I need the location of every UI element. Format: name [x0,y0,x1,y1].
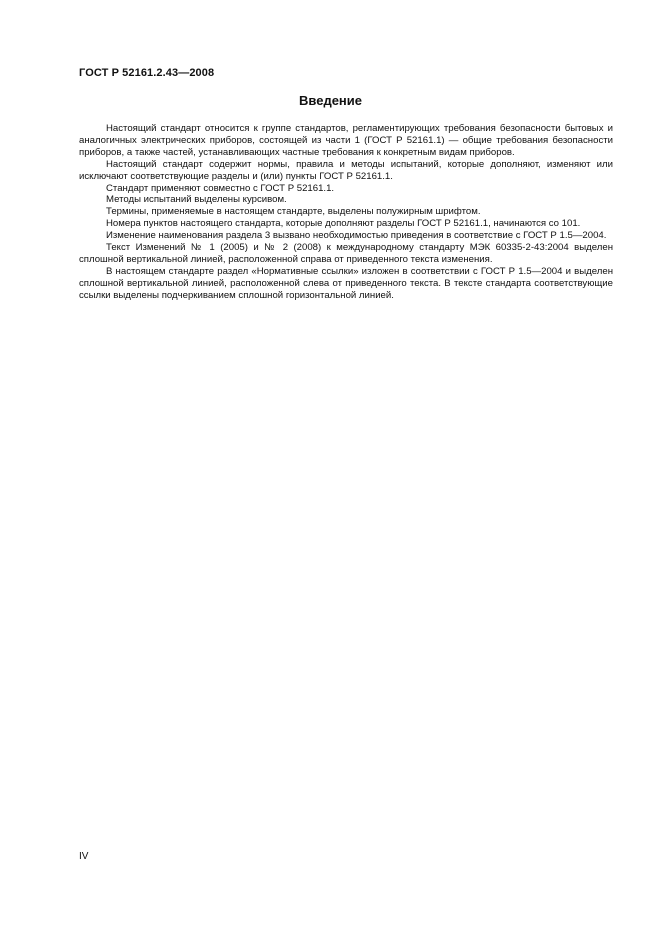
paragraph-contents: Настоящий стандарт содержит нормы, правила и методы испытаний, которые дополняют, изменяют или исключают соответствующие разделы и (или) пункты ГОСТ Р 52161.1. [79,158,613,182]
paragraph-section-rename: Изменение наименования раздела 3 вызвано необходимостью приведения в соответствие с ГОСТ Р 1.5—2004. [106,230,607,242]
page-number: IV [79,851,89,862]
paragraph-terms: Термины, применяемые в настоящем стандарте, выделены полужирным шрифтом. [106,206,481,218]
paragraph-normative-references: В настоящем стандарте раздел «Нормативные ссылки» изложен в соответствии с ГОСТ Р 1.5—2004 и выделен сплошной вертикальной линией, расположенной слева от приведенного текста. В тексте стандарта соответствующие ссылки выделены подчеркиванием сплошной горизонтальной линией. [79,265,613,301]
paragraph-numbering: Номера пунктов настоящего стандарта, которые дополняют разделы ГОСТ Р 52161.1, начинаются со 101. [106,218,581,230]
section-title: Введение [299,93,362,108]
document-header: ГОСТ Р 52161.2.43—2008 [79,67,215,79]
introduction-text [79,123,613,302]
paragraph-usage: Стандарт применяют совместно с ГОСТ Р 52161.1. [106,182,335,194]
paragraph-test-methods: Методы испытаний выделены курсивом. [106,194,287,206]
paragraph-scope: Настоящий стандарт относится к группе стандартов, регламентирующих требования безопасности бытовых и аналогичных электрических приборов, состоящей из части 1 (ГОСТ Р 52161.1) — общие требования безопасности приборов, а также частей, устанавливающих частные требования к конкретным видам приборов. [79,123,613,158]
paragraph-amendments: Текст Изменений № 1 (2005) и № 2 (2008) к международному стандарту МЭК 60335-2-43:2004 выделен сплошной вертикальной линией, расположенной справа от приведенного текста изменения. [79,242,613,265]
